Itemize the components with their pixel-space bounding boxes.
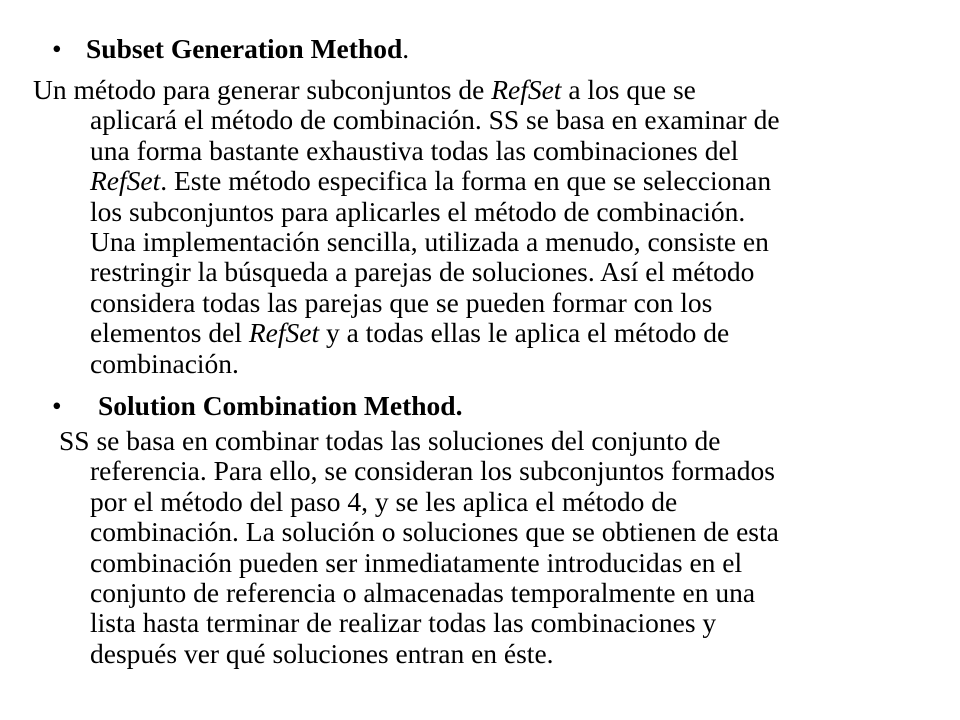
bullet-heading-subset-generation	[86, 34, 409, 64]
paragraph-line: elementos del RefSet y a todas ellas le aplica el método de	[90, 317, 730, 349]
paragraph-line: combinación pueden ser inmediatamente introducidas en el	[90, 546, 743, 578]
bullet-heading-solution-combination	[98, 391, 462, 421]
paragraph-line: una forma bastante exhaustiva todas las combinaciones del	[90, 134, 739, 166]
paragraph-line: combinación.	[90, 347, 239, 379]
paragraph-line: Un método para generar subconjuntos de RefSet a los que se	[33, 74, 696, 105]
paragraph-solution-combination	[33, 426, 779, 669]
paragraph-line: aplicará el método de combinación. SS se basa en examinar de	[90, 104, 780, 136]
paragraph-line: referencia. Para ello, se consideran los subconjuntos formados	[90, 455, 775, 487]
heading-text: Solution Combination Method.	[98, 390, 463, 421]
paragraph-line: conjunto de referencia o almacenadas temporalmente en una	[90, 577, 756, 609]
heading-trailing: .	[402, 33, 410, 64]
paragraph-line: los subconjuntos para aplicarles el método de combinación.	[90, 195, 746, 227]
paragraph-subset-generation	[33, 75, 780, 379]
paragraph-line: considera todas las parejas que se pueden formar con los	[90, 286, 713, 318]
bullet-dot-2: •	[52, 390, 62, 421]
paragraph-line: RefSet. Este método especifica la forma en que se seleccionan	[90, 165, 772, 197]
paragraph-line: restringir la búsqueda a parejas de soluciones. Así el método	[90, 256, 755, 288]
paragraph-line: SS se basa en combinar todas las soluciones del conjunto de	[59, 425, 721, 456]
paragraph-line: Una implementación sencilla, utilizada a menudo, consiste en	[90, 226, 769, 258]
bullet-dot-1: •	[52, 33, 62, 64]
paragraph-line: lista hasta terminar de realizar todas las combinaciones y	[90, 607, 717, 639]
paragraph-line: por el método del paso 4, y se les aplica el método de	[90, 485, 678, 517]
heading-text: Subset Generation Method	[86, 33, 403, 64]
paragraph-line: combinación. La solución o soluciones que se obtienen de esta	[90, 516, 779, 548]
paragraph-line: después ver qué soluciones entran en éste.	[90, 637, 554, 669]
